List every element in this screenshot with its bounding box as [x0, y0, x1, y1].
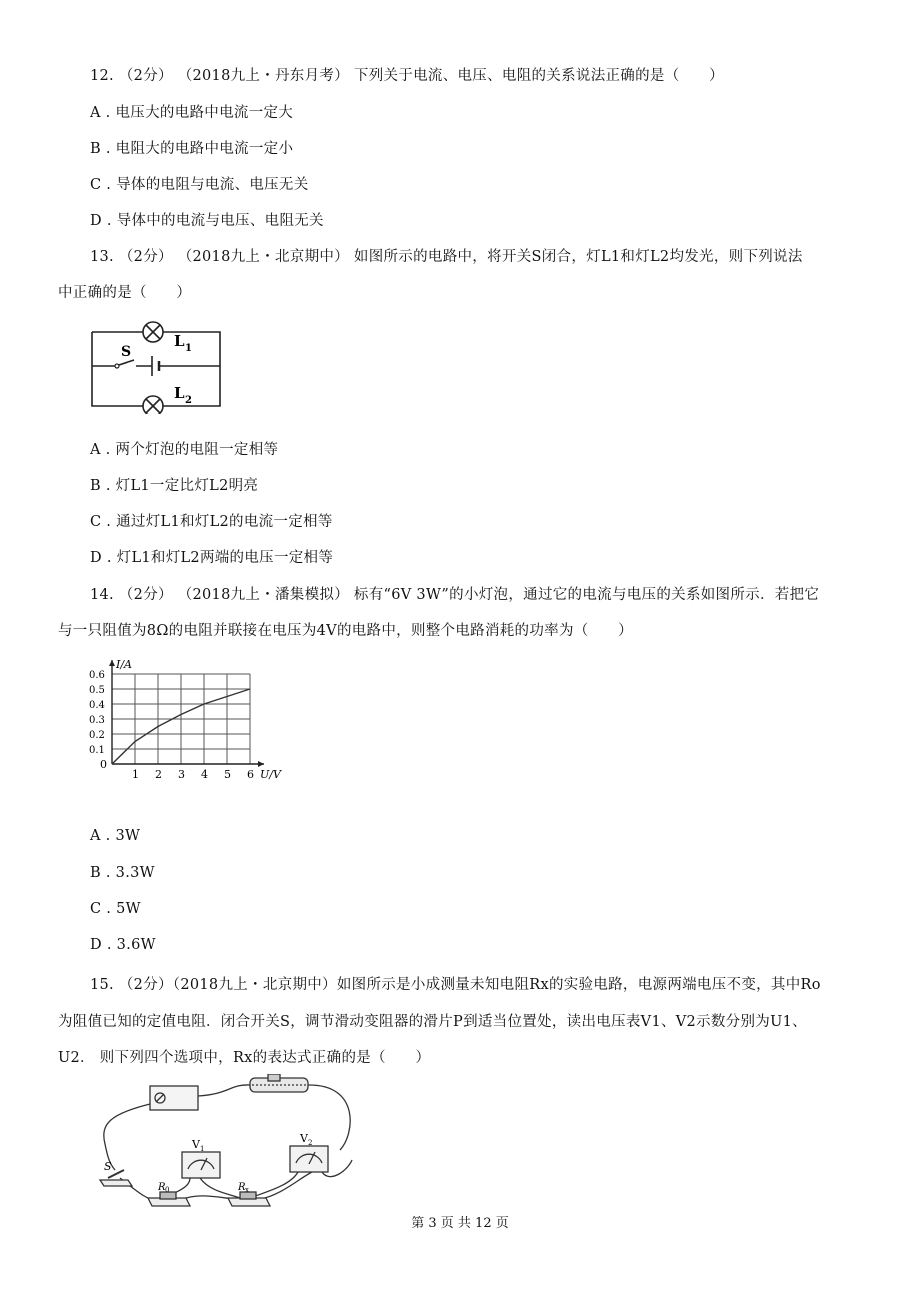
chart-y-tick-label: 0.4	[89, 700, 105, 711]
voltmeter-v1-icon	[182, 1152, 220, 1178]
q14-option-d: D . 3.6W	[90, 937, 156, 953]
question-15-header-line3: U2． 则下列四个选项中，Rx的表达式正确的是（ ）	[58, 1050, 431, 1066]
wire	[198, 1085, 250, 1096]
lamp-l1-label: L	[174, 332, 185, 350]
chart-y-tick-label: 0.3	[89, 715, 105, 726]
wire	[200, 1178, 240, 1198]
q13-option-c: C . 通过灯L1和灯L2的电流一定相等	[90, 514, 333, 530]
chart-x-tick-label: 6	[247, 768, 254, 781]
chart-y-axis-arrow	[109, 660, 115, 666]
chart-y-tick-label: 0.2	[89, 730, 105, 741]
q12-option-c: C . 导体的电阻与电流、电压无关	[90, 177, 309, 193]
rx-subscript: x	[245, 1186, 249, 1194]
chart-y-axis-label: I/A	[116, 658, 132, 671]
q13-option-b: B . 灯L1一定比灯L2明亮	[90, 478, 259, 494]
q12-option-b: B . 电阻大的电路中电流一定小	[90, 141, 294, 157]
chart-y-tick-label: 0.6	[89, 670, 105, 681]
q14-option-b: B . 3.3W	[90, 865, 155, 881]
lamp-l2-subscript: 2	[185, 395, 192, 406]
q14-iv-chart	[86, 646, 296, 782]
chart-y-tick-label: 0.1	[89, 745, 105, 756]
q14-option-c: C . 5W	[90, 901, 141, 917]
chart-x-axis-arrow	[258, 761, 264, 767]
chart-x-tick-label: 2	[155, 768, 162, 781]
q13-option-a: A . 两个灯泡的电阻一定相等	[90, 442, 279, 458]
chart-x-tick-label: 4	[201, 768, 208, 781]
r0-label: R	[158, 1182, 166, 1193]
v1-subscript: 1	[200, 1145, 205, 1153]
switch-s-label: S	[104, 1160, 112, 1173]
chart-origin-label: 0	[100, 758, 107, 771]
chart-x-axis-label: U/V	[260, 768, 281, 781]
switch-pivot-icon	[115, 364, 119, 368]
rx-label: R	[238, 1182, 246, 1193]
q12-option-d: D . 导体中的电流与电压、电阻无关	[90, 213, 324, 229]
power-supply-icon	[150, 1086, 198, 1110]
wire	[180, 1196, 235, 1200]
v1-label: V	[192, 1138, 200, 1151]
chart-y-tick-label: 0.5	[89, 685, 105, 696]
page-footer: 第 3 页 共 12 页	[411, 1216, 509, 1231]
q14-option-a: A . 3W	[90, 828, 141, 844]
question-14-header-line2: 与一只阻值为8Ω的电阻并联接在电压为4V的电路中，则整个电路消耗的功率为（ ）	[58, 623, 633, 639]
wire	[260, 1172, 312, 1199]
lamp-l2-label: L	[174, 384, 185, 402]
question-15-header-line2: 为阻值已知的定值电阻．闭合开关S，调节滑动变阻器的滑片P到适当位置处，读出电压表V1、V2示数分别为U1、	[58, 1014, 807, 1030]
question-13-header-line2: 中正确的是（ ）	[58, 285, 192, 301]
chart-x-tick-label: 3	[178, 768, 185, 781]
r0-subscript: 0	[165, 1186, 170, 1194]
chart-x-tick-label: 5	[224, 768, 231, 781]
question-12-header: 12. （2分） （2018九上・丹东月考） 下列关于电流、电压、电阻的关系说法正确的是（ ）	[90, 68, 724, 84]
q13-option-d: D . 灯L1和灯L2两端的电压一定相等	[90, 550, 334, 566]
circuit-wire-middle	[92, 360, 220, 366]
chart-x-tick-label: 1	[132, 768, 139, 781]
q15-experiment-figure	[90, 1074, 370, 1210]
voltmeter-v2-icon	[290, 1146, 328, 1172]
switch-icon	[100, 1180, 132, 1186]
circuit-wire	[92, 332, 220, 406]
q12-option-a: A . 电压大的电路中电流一定大	[90, 105, 294, 121]
switch-label: S	[121, 344, 132, 360]
v2-label: V	[300, 1132, 308, 1145]
question-13-header-line1: 13. （2分） （2018九上・北京期中） 如图所示的电路中，将开关S闭合，灯L1和灯L2均发光，则下列说法	[90, 249, 803, 265]
v2-subscript: 2	[308, 1139, 313, 1147]
lamp-l1-subscript: 1	[185, 343, 192, 354]
q13-circuit-figure	[88, 310, 228, 414]
wire	[308, 1085, 350, 1150]
question-14-header-line1: 14. （2分） （2018九上・潘集模拟） 标有“6V 3W”的小灯泡，通过它的电流与电压的关系如图所示．若把它	[90, 587, 820, 603]
question-15-header-line1: 15. （2分）（2018九上・北京期中）如图所示是小成测量未知电阻Rx的实验电路，电源两端电压不变，其中Ro	[90, 977, 821, 993]
